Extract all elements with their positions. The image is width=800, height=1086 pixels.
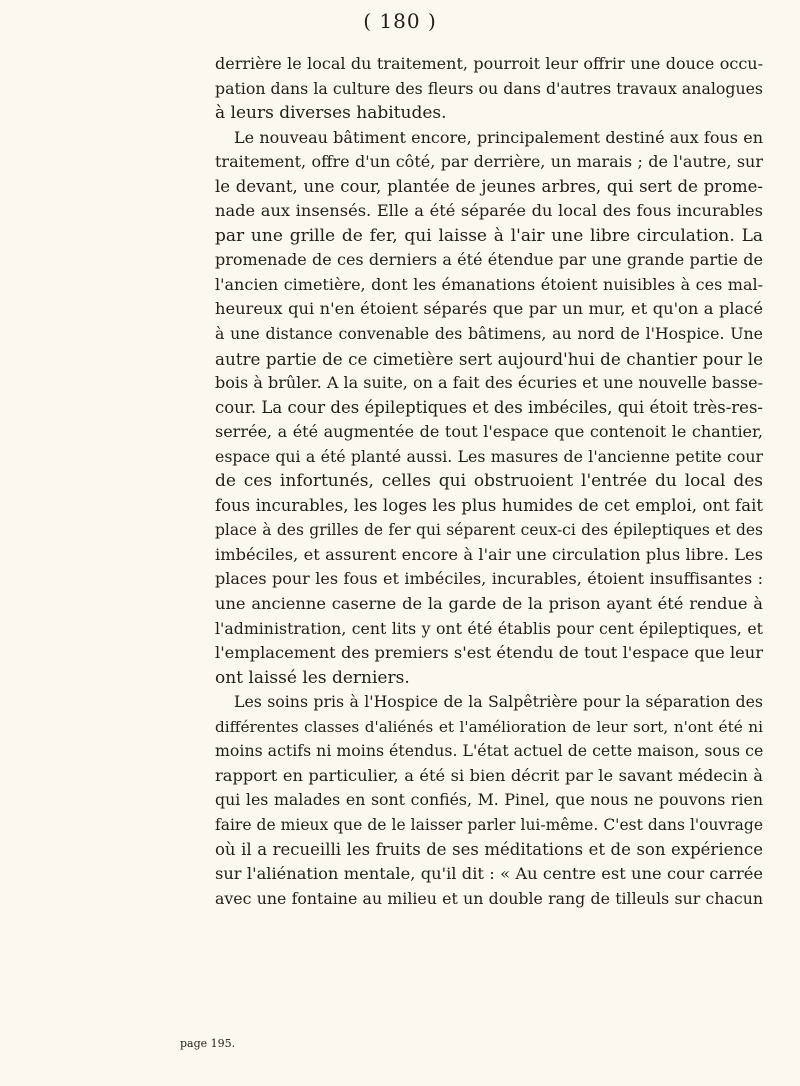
text-line: place à des grilles de fer qui séparent ceux-ci des épileptiques et des: [215, 521, 763, 540]
text-line: où il a recueilli les fruits de ses méditations et de son expérience: [215, 839, 763, 859]
text-line: à leurs diverses habitudes.: [215, 103, 447, 124]
text-line: l'ancien cimetière, dont les émanations étoient nuisibles à ces mal-: [215, 274, 763, 294]
text-line: derrière le local du traitement, pourroit leur offrir une douce occu-: [215, 54, 763, 73]
text-line: traitement, offre d'un côté, par derrière, un marais ; de l'autre, sur: [215, 152, 763, 172]
text-line: qui les malades en sont confiés, M. Pinel, que nous ne pouvons rien: [215, 790, 763, 810]
text-line: promenade de ces derniers a été étendue par une grande partie de: [215, 250, 763, 270]
page-number: ( 180 ): [363, 9, 437, 33]
text-line: cour. La cour des épileptiques et des imbéciles, qui étoit très-res-: [215, 397, 763, 417]
text-line: ont laissé les derniers.: [215, 667, 410, 688]
text-line: par une grille de fer, qui laisse à l'air une libre circulation. La: [215, 225, 763, 246]
text-line: sur l'aliénation mentale, qu'il dit : « Au centre est une cour carrée: [215, 864, 763, 884]
text-line: avec une fontaine au milieu et un double rang de tilleuls sur chacun: [215, 888, 763, 908]
text-line: Les soins pris à l'Hospice de la Salpêtrière pour la séparation des: [234, 692, 763, 712]
text-line: différentes classes d'aliénés et l'amélioration de leur sort, n'ont été ni: [215, 717, 763, 736]
text-line: l'emplacement des premiers s'est étendu de tout l'espace que leur: [215, 643, 763, 663]
text-line: heureux qui n'en étoient séparés que par un mur, et qu'on a placé: [215, 299, 763, 319]
text-line: fous incurables, les loges les plus humides de cet emploi, ont fait: [215, 495, 763, 515]
text-line: une ancienne caserne de la garde de la prison ayant été rendue à: [215, 594, 763, 614]
text-line: moins actifs ni moins étendus. L'état actuel de cette maison, sous ce: [215, 741, 764, 761]
text-line: rapport en particulier, a été si bien décrit par le savant médecin à: [215, 765, 763, 785]
text-line: faire de mieux que de le laisser parler lui-même. C'est dans l'ouvrage: [215, 815, 763, 834]
text-line: bois à brûler. A la suite, on a fait des écuries et une nouvelle basse-: [215, 373, 763, 393]
text-line: serrée, a été augmentée de tout l'espace que contenoit le chantier,: [215, 422, 763, 442]
text-line: autre partie de ce cimetière sert aujourd'hui de chantier pour le: [215, 348, 763, 369]
text-line: le devant, une cour, plantée de jeunes arbres, qui sert de prome-: [215, 176, 763, 196]
text-line: l'administration, cent lits y ont été établis pour cent épileptiques, et: [215, 618, 763, 638]
text-line: nade aux insensés. Elle a été séparée du local des fous incurables: [215, 201, 763, 221]
text-line: de ces infortunés, celles qui obstruoient l'entrée du local des: [215, 471, 763, 492]
text-line: imbéciles, et assurent encore à l'air une circulation plus libre. Les: [215, 544, 763, 564]
margin-reference: page 195.: [180, 1037, 236, 1050]
text-line: espace qui a été planté aussi. Les masures de l'ancienne petite cour: [215, 446, 763, 466]
text-line: pation dans la culture des fleurs ou dans d'autres travaux analogues: [215, 78, 763, 98]
text-line: à une distance convenable des bâtimens, au nord de l'Hospice. Une: [215, 324, 763, 344]
body-text: [215, 52, 763, 911]
text-line: places pour les fous et imbéciles, incurables, étoient insuffisantes :: [215, 569, 763, 589]
text-line: Le nouveau bâtiment encore, principalement destiné aux fous en: [234, 127, 763, 147]
